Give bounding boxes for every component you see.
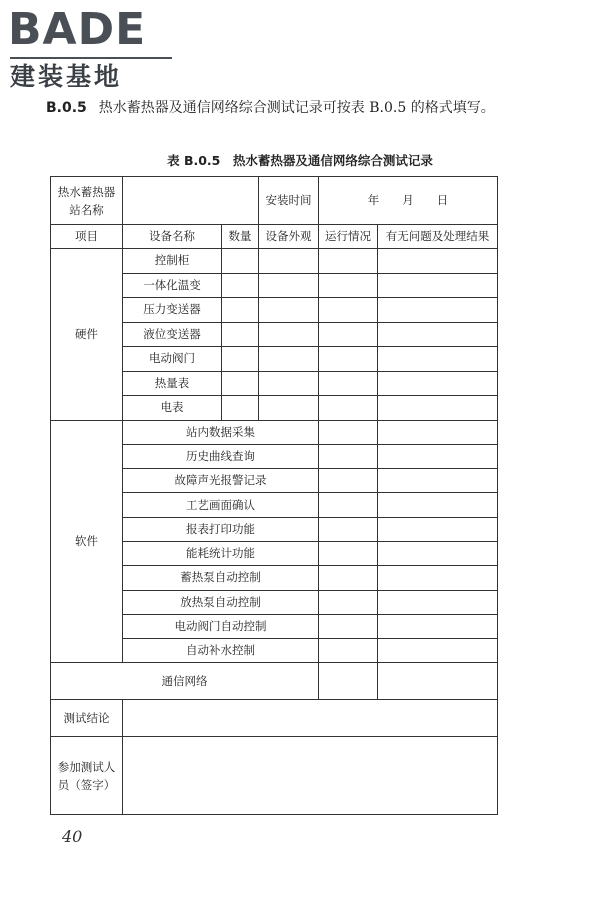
appearance-cell[interactable] xyxy=(259,273,319,298)
operation-cell[interactable] xyxy=(319,493,378,517)
install-date-cell[interactable]: 年 月 日 xyxy=(319,177,498,225)
software-function-name: 电动阀门自动控制 xyxy=(123,614,319,638)
issues-cell[interactable] xyxy=(378,396,498,421)
table-row xyxy=(51,737,498,815)
hardware-device-name: 电表 xyxy=(123,396,222,421)
header-device-name: 设备名称 xyxy=(123,225,222,249)
issues-cell[interactable] xyxy=(378,566,498,590)
install-time-label: 安装时间 xyxy=(259,177,319,225)
quantity-cell[interactable] xyxy=(222,298,259,323)
logo-rule xyxy=(10,57,172,59)
quantity-cell[interactable] xyxy=(222,347,259,372)
issues-cell[interactable] xyxy=(378,517,498,541)
operation-cell[interactable] xyxy=(319,420,378,444)
network-label: 通信网络 xyxy=(51,663,319,700)
operation-cell[interactable] xyxy=(319,298,378,323)
issues-cell[interactable] xyxy=(378,273,498,298)
operation-cell[interactable] xyxy=(319,322,378,347)
issues-cell[interactable] xyxy=(378,493,498,517)
header-quantity: 数量 xyxy=(222,225,259,249)
header-operation: 运行情况 xyxy=(319,225,378,249)
quantity-cell[interactable] xyxy=(222,396,259,421)
quantity-cell[interactable] xyxy=(222,249,259,274)
header-row xyxy=(51,225,498,249)
network-issues-cell[interactable] xyxy=(378,663,498,700)
logo-latin-text: BADE xyxy=(8,4,147,55)
hardware-device-name: 热量表 xyxy=(123,371,222,396)
appearance-cell[interactable] xyxy=(259,298,319,323)
issues-cell[interactable] xyxy=(378,614,498,638)
section-number: B.0.5 xyxy=(46,100,87,116)
logo xyxy=(8,6,178,92)
operation-cell[interactable] xyxy=(319,590,378,614)
software-function-name: 能耗统计功能 xyxy=(123,541,319,565)
software-function-name: 放热泵自动控制 xyxy=(123,590,319,614)
participants-label: 参加测试人员（签字） xyxy=(51,737,123,815)
page-number: 40 xyxy=(62,827,83,846)
hardware-device-name: 电动阀门 xyxy=(123,347,222,372)
header-issues: 有无问题及处理结果 xyxy=(378,225,498,249)
issues-cell[interactable] xyxy=(378,249,498,274)
operation-cell[interactable] xyxy=(319,371,378,396)
operation-cell[interactable] xyxy=(319,273,378,298)
table-row xyxy=(51,420,498,444)
hardware-device-name: 液位变送器 xyxy=(123,322,222,347)
operation-cell[interactable] xyxy=(319,614,378,638)
software-function-name: 历史曲线查询 xyxy=(123,444,319,468)
software-function-name: 站内数据采集 xyxy=(123,420,319,444)
table-row xyxy=(51,700,498,737)
operation-cell[interactable] xyxy=(319,249,378,274)
table-row xyxy=(51,663,498,700)
hardware-device-name: 一体化温变 xyxy=(123,273,222,298)
quantity-cell[interactable] xyxy=(222,273,259,298)
operation-cell[interactable] xyxy=(319,639,378,663)
appearance-cell[interactable] xyxy=(259,322,319,347)
software-function-name: 蓄热泵自动控制 xyxy=(123,566,319,590)
header-appearance: 设备外观 xyxy=(259,225,319,249)
software-function-name: 报表打印功能 xyxy=(123,517,319,541)
hardware-device-name: 压力变送器 xyxy=(123,298,222,323)
issues-cell[interactable] xyxy=(378,444,498,468)
conclusion-label: 测试结论 xyxy=(51,700,123,737)
issues-cell[interactable] xyxy=(378,639,498,663)
station-name-cell[interactable] xyxy=(123,177,259,225)
software-function-name: 故障声光报警记录 xyxy=(123,469,319,493)
participants-cell[interactable] xyxy=(123,737,498,815)
appearance-cell[interactable] xyxy=(259,347,319,372)
operation-cell[interactable] xyxy=(319,444,378,468)
quantity-cell[interactable] xyxy=(222,322,259,347)
operation-cell[interactable] xyxy=(319,396,378,421)
hardware-label: 硬件 xyxy=(51,249,123,421)
issues-cell[interactable] xyxy=(378,590,498,614)
network-operation-cell[interactable] xyxy=(319,663,378,700)
operation-cell[interactable] xyxy=(319,469,378,493)
software-function-name: 工艺画面确认 xyxy=(123,493,319,517)
issues-cell[interactable] xyxy=(378,298,498,323)
appearance-cell[interactable] xyxy=(259,249,319,274)
issues-cell[interactable] xyxy=(378,541,498,565)
section-paragraph xyxy=(46,96,556,120)
issues-cell[interactable] xyxy=(378,371,498,396)
operation-cell[interactable] xyxy=(319,347,378,372)
software-function-name: 自动补水控制 xyxy=(123,639,319,663)
appearance-cell[interactable] xyxy=(259,371,319,396)
hardware-device-name: 控制柜 xyxy=(123,249,222,274)
conclusion-cell[interactable] xyxy=(123,700,498,737)
issues-cell[interactable] xyxy=(378,469,498,493)
table-caption: 表 B.0.5 热水蓄热器及通信网络综合测试记录 xyxy=(167,153,433,168)
operation-cell[interactable] xyxy=(319,566,378,590)
issues-cell[interactable] xyxy=(378,420,498,444)
table-row xyxy=(51,249,498,274)
software-label: 软件 xyxy=(51,420,123,663)
header-item: 项目 xyxy=(51,225,123,249)
operation-cell[interactable] xyxy=(319,517,378,541)
station-name-label: 热水蓄热器站名称 xyxy=(51,177,123,225)
quantity-cell[interactable] xyxy=(222,371,259,396)
operation-cell[interactable] xyxy=(319,541,378,565)
issues-cell[interactable] xyxy=(378,322,498,347)
appearance-cell[interactable] xyxy=(259,396,319,421)
logo-cjk-text: 建装基地 xyxy=(10,62,123,91)
table-row xyxy=(51,177,498,225)
issues-cell[interactable] xyxy=(378,347,498,372)
test-record-table xyxy=(50,176,498,815)
section-text: 热水蓄热器及通信网络综合测试记录可按表 B.0.5 的格式填写。 xyxy=(98,100,495,116)
